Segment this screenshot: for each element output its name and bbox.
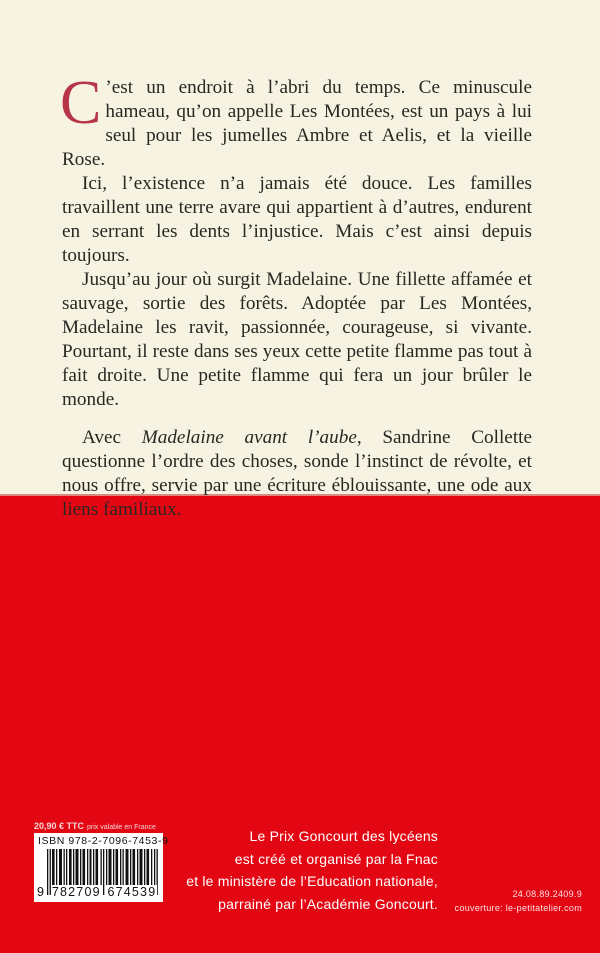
goncourt-note: Le Prix Goncourt des lycéens est créé et organisé par la Fnac et le ministère de l’Education nationale, parrainé par l’Académie Goncourt. [186,828,438,912]
isbn-label: ISBN 978-2-7096-7453-9 [38,835,169,847]
blurb-text [60,69,532,522]
barcode-digits: 9 782709 674539 [37,885,157,899]
publisher-code: 24.08.89.2409.9 [512,889,582,899]
blurb-paragraph-3: Jusqu’au jour où surgit Madelaine. Une fillette affamée et sauvage, sortie des forêts. Adoptée par Les Montées, Madelaine les ravit, passionnée, courageuse, si vivante. Pourtant, il reste dans ses yeux cette petite flamme pas tout à fait droite. Une petite flamme qui fera un jour brûler le monde. [62,269,532,410]
cover-credit: couverture: le-petitatelier.com [454,903,582,913]
price-label: 20,90 € TTC prix valable en France [34,821,156,831]
publisher-info [455,887,582,915]
drop-cap: C [60,69,102,137]
book-title: Madelaine avant l’aube [141,427,357,448]
blurb-paragraph-2: Ici, l’existence n’a jamais été douce. Les familles travaillent une terre avare qui appartient à d’autres, endurent en serrant les dents l’injustice. Mais c’est ainsi depuis toujours. [62,173,532,266]
blurb-paragraph-4: Avec Madelaine avant l’aube, Sandrine Collette questionne l’ordre des choses, sonde l’instinct de révolte, et nous offre, servie par une écriture éblouissante, une ode aux liens familiaux. [62,427,532,520]
blurb-paragraph-1: C ’est un endroit à l’abri du temps. Ce minuscule hameau, qu’on appelle Les Montées, est un pays à lui seul pour les jumelles Ambre et Aelis, et la vieille Rose. [60,69,532,170]
